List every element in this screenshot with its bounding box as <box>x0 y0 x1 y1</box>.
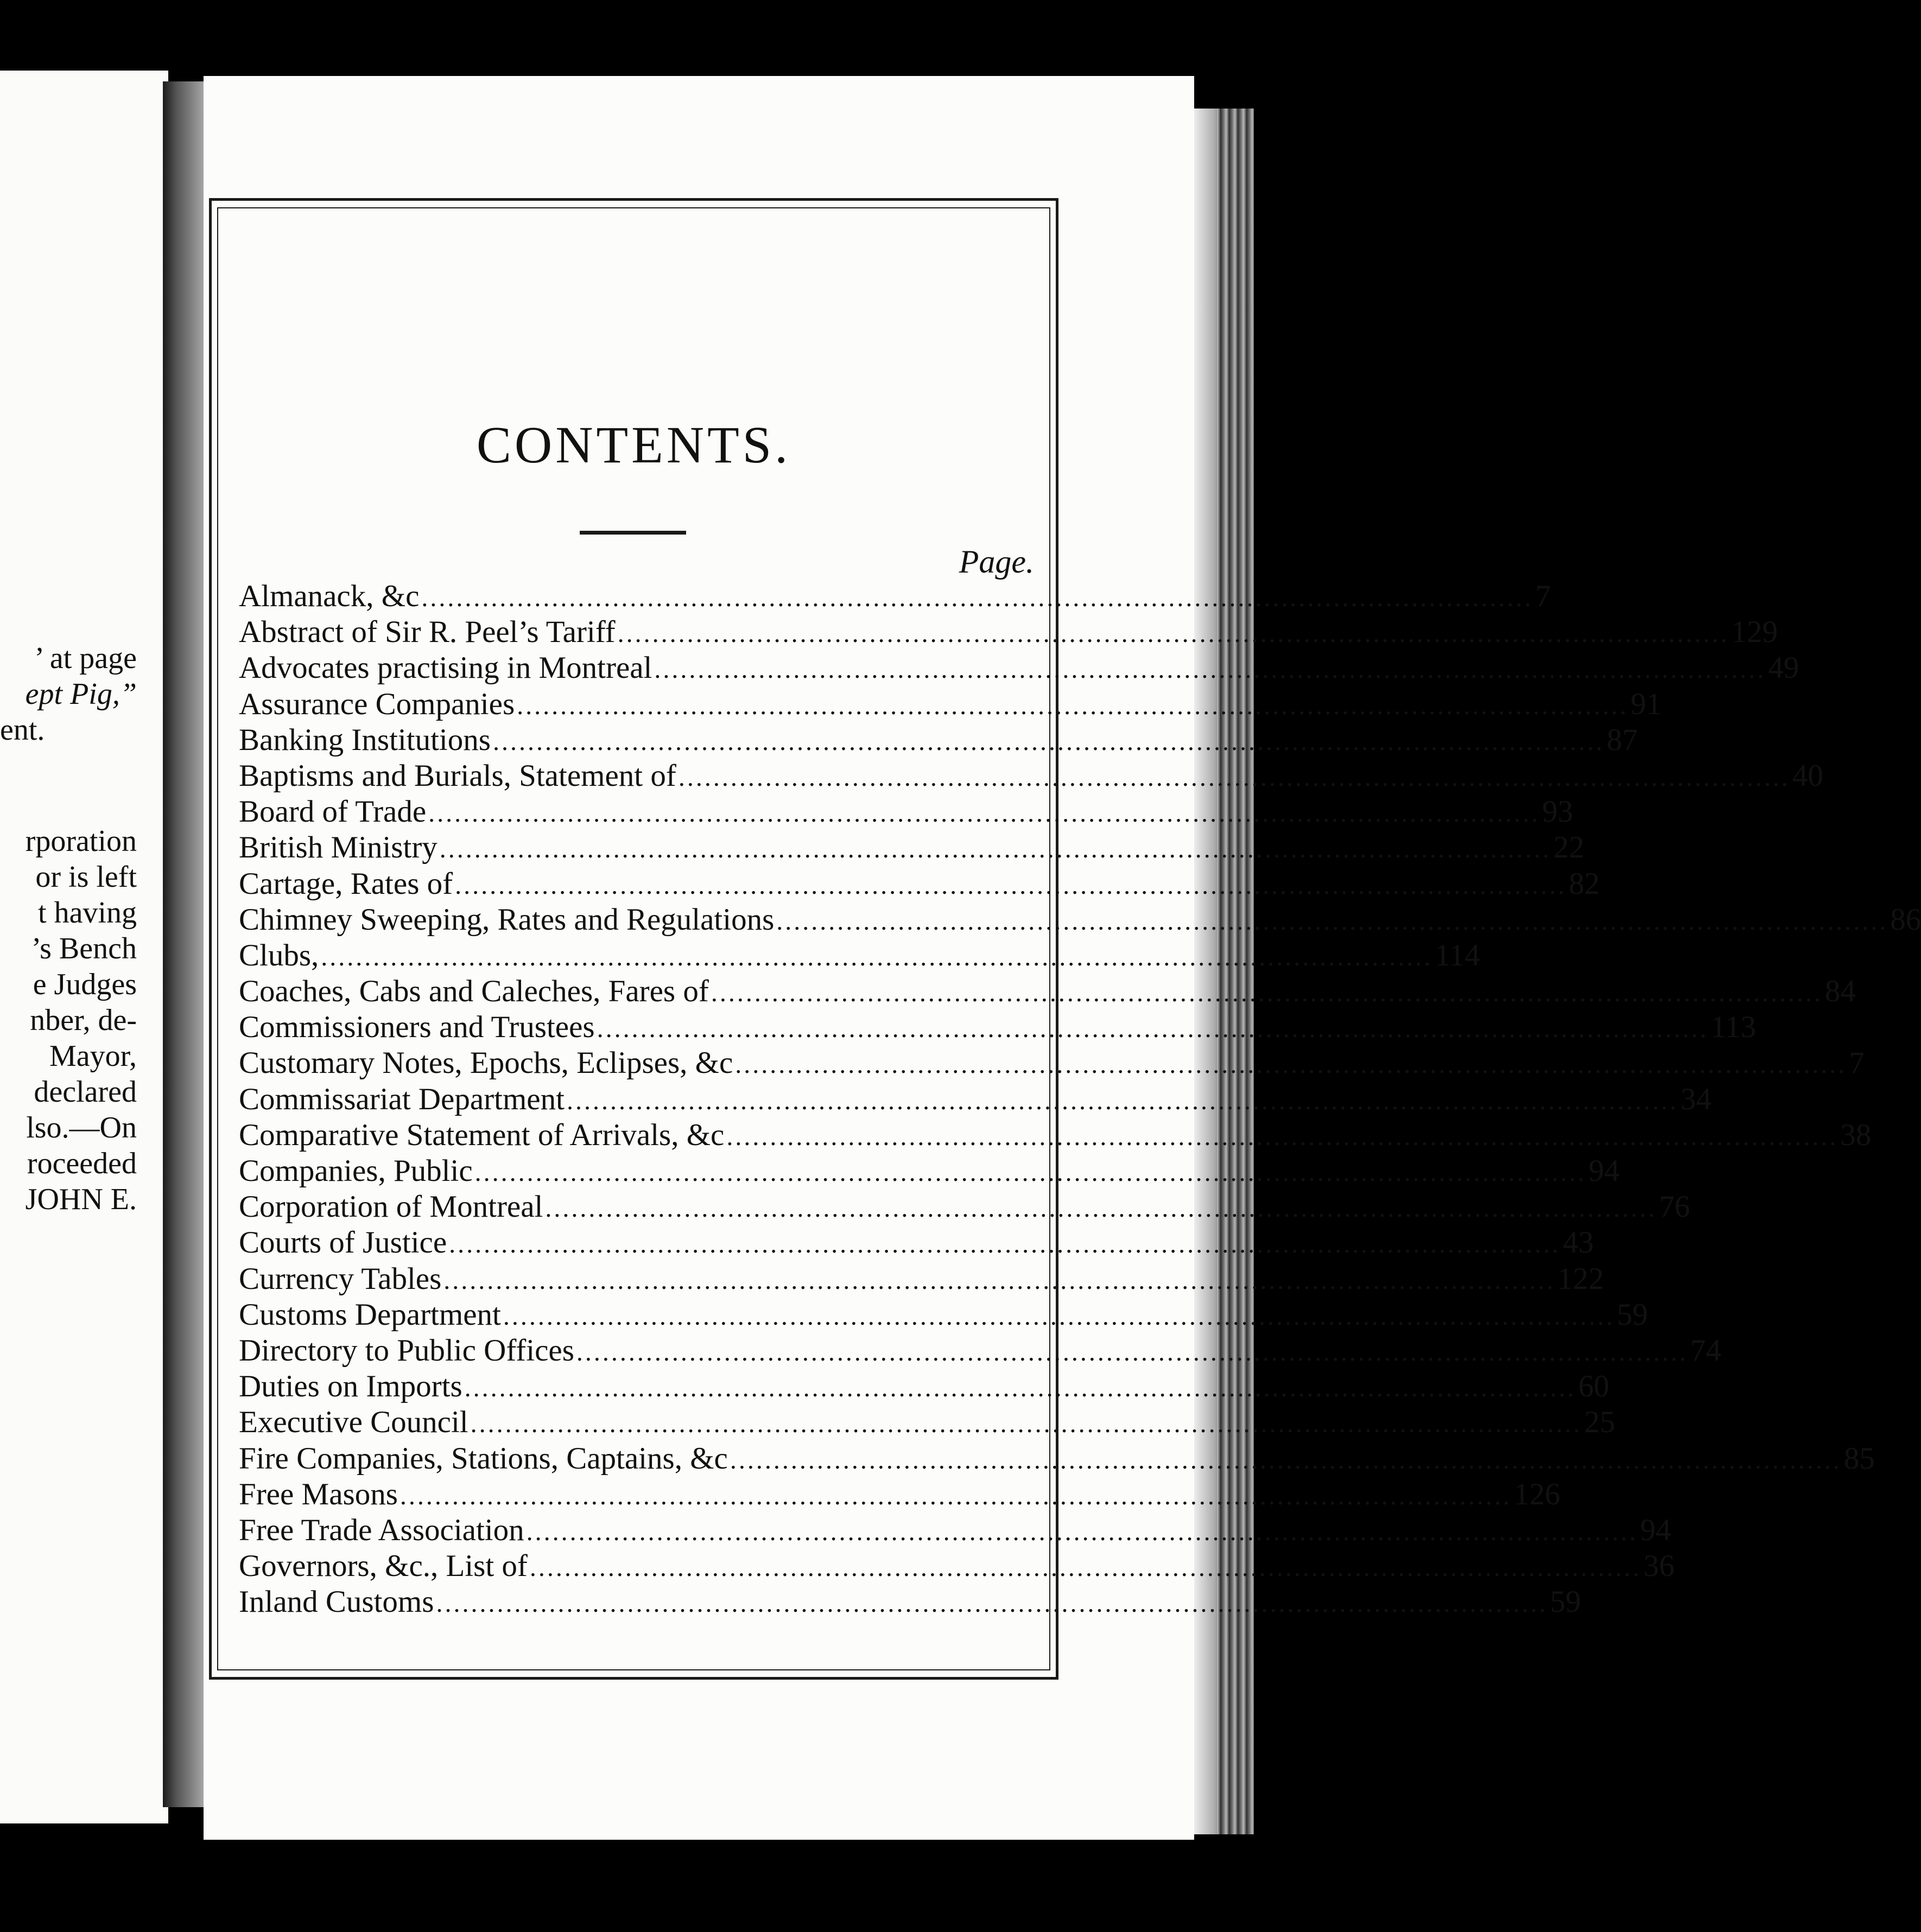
entry-title: Customs Department <box>239 1297 501 1332</box>
entry-page-number: 126 <box>1513 1477 1561 1511</box>
entry-page-number: 36 <box>1643 1549 1675 1584</box>
contents-entry <box>239 1584 1581 1620</box>
entry-page-number: 114 <box>1435 938 1480 973</box>
entry-title: Directory to Public Offices <box>239 1333 574 1368</box>
entry-title: Corporation of Montreal <box>239 1190 543 1224</box>
dot-leader: ................................................................................................................................ <box>654 655 1766 684</box>
entry-title: Duties on Imports <box>239 1369 462 1404</box>
entry-title: Board of Trade <box>239 795 427 829</box>
entry-title: Cartage, Rates of <box>239 866 453 901</box>
contents-entry <box>239 1153 1620 1189</box>
left-page-text-line: lso.—On <box>26 1111 137 1145</box>
entry-title: Almanack, &c <box>239 579 420 613</box>
contents-entry <box>239 830 1584 866</box>
contents-entry <box>239 579 1551 614</box>
contents-entry <box>239 1333 1721 1369</box>
entry-page-number: 94 <box>1588 1154 1620 1188</box>
entry-page-number: 84 <box>1824 974 1856 1009</box>
left-page-text-line: or is left <box>35 860 137 894</box>
dot-leader: ................................................................................................................................ <box>726 1122 1838 1151</box>
dot-leader: ................................................................................................................................ <box>576 1337 1688 1367</box>
dot-leader: ................................................................................................................................ <box>443 1266 1556 1295</box>
entry-title: Commissioners and Trustees <box>239 1010 595 1045</box>
left-page-text-line: declared <box>34 1075 137 1109</box>
entry-title: Assurance Companies <box>239 687 515 721</box>
entry-title: Courts of Justice <box>239 1225 447 1260</box>
contents-entry <box>239 1441 1875 1477</box>
dot-leader: ................................................................................................................................ <box>449 1230 1561 1259</box>
left-page-text-line: ’s Bench <box>31 932 137 965</box>
entry-page-number: 93 <box>1542 795 1574 829</box>
contents-entry <box>239 1225 1594 1261</box>
contents-entry <box>239 1117 1872 1153</box>
entry-title: Chimney Sweeping, Rates and Regulations <box>239 902 775 937</box>
entry-page-number: 94 <box>1640 1512 1671 1547</box>
dot-leader: ................................................................................................................................ <box>400 1481 1512 1510</box>
entry-page-number: 76 <box>1659 1190 1690 1224</box>
dot-leader: ................................................................................................................................ <box>436 1589 1548 1618</box>
contents-entry <box>239 1082 1711 1117</box>
dot-leader: ................................................................................................................................ <box>503 1301 1615 1331</box>
contents-entry <box>239 687 1662 722</box>
entry-page-number: 7 <box>1849 1046 1865 1081</box>
entry-title: Customary Notes, Epochs, Eclipses, &c <box>239 1046 733 1081</box>
dot-leader: ................................................................................................................................ <box>455 870 1567 900</box>
entry-title: Inland Customs <box>239 1585 434 1619</box>
entry-title: Comparative Statement of Arrivals, &c <box>239 1117 725 1152</box>
entry-page-number: 49 <box>1768 651 1799 685</box>
entry-title: Commissariat Department <box>239 1082 565 1116</box>
left-page-text-line: nber, de- <box>30 1003 137 1037</box>
entry-title: Baptisms and Burials, Statement of <box>239 758 676 793</box>
contents-entry <box>239 1045 1865 1081</box>
entry-page-number: 91 <box>1631 687 1662 721</box>
entry-page-number: 85 <box>1843 1441 1875 1476</box>
left-page-text-line: ent. <box>0 713 45 747</box>
entry-title: Free Trade Association <box>239 1512 524 1547</box>
entry-title: Clubs, <box>239 938 319 973</box>
entry-page-number: 86 <box>1890 902 1921 937</box>
entry-title: Governors, &c., List of <box>239 1549 528 1584</box>
dot-leader: ................................................................................................................................ <box>321 942 1433 971</box>
contents-entry <box>239 974 1856 1009</box>
contents-list <box>239 579 1921 1620</box>
dot-leader: ................................................................................................................................ <box>428 799 1540 828</box>
entry-title: Executive Council <box>239 1405 468 1440</box>
contents-entry <box>239 1297 1648 1333</box>
entry-page-number: 87 <box>1606 722 1638 757</box>
entry-title: Free Masons <box>239 1477 398 1511</box>
dot-leader: ................................................................................................................................ <box>464 1374 1576 1403</box>
dot-leader: ................................................................................................................................ <box>439 835 1551 864</box>
entry-page-number: 40 <box>1792 758 1823 793</box>
entry-page-number: 22 <box>1553 830 1584 865</box>
dot-leader: ................................................................................................................................ <box>470 1409 1582 1439</box>
dot-leader: ................................................................................................................................ <box>711 978 1823 1008</box>
entry-page-number: 129 <box>1731 615 1778 650</box>
entry-page-number: 7 <box>1535 579 1551 613</box>
contents-entry <box>239 1261 1604 1297</box>
entry-title: Companies, Public <box>239 1154 473 1188</box>
entry-title: British Ministry <box>239 830 438 865</box>
page-column-heading: Page. <box>959 544 1034 580</box>
entry-title: Banking Institutions <box>239 722 491 757</box>
contents-entry <box>239 938 1480 974</box>
dot-leader: ................................................................................................................................ <box>730 1445 1842 1475</box>
contents-entry <box>239 1009 1756 1045</box>
contents-entry <box>239 1548 1675 1584</box>
entry-title: Fire Companies, Stations, Captains, &c <box>239 1441 728 1476</box>
entry-page-number: 82 <box>1569 866 1600 901</box>
contents-entry <box>239 758 1823 794</box>
dot-leader: ................................................................................................................................ <box>474 1158 1587 1187</box>
dot-leader: ................................................................................................................................ <box>526 1517 1638 1546</box>
contents-entry <box>239 722 1638 758</box>
entry-page-number: 38 <box>1840 1117 1872 1152</box>
entry-page-number: 113 <box>1710 1010 1756 1045</box>
entry-page-number: 122 <box>1557 1261 1604 1296</box>
contents-entry <box>239 1404 1615 1440</box>
contents-entry <box>239 1369 1609 1404</box>
left-page-text-line: ept Pig,” <box>25 677 137 711</box>
contents-entry <box>239 1477 1561 1512</box>
dot-leader: ................................................................................................................................ <box>545 1194 1657 1223</box>
left-page <box>0 71 168 1823</box>
entry-page-number: 59 <box>1550 1585 1581 1619</box>
dot-leader: ................................................................................................................................ <box>776 906 1888 936</box>
dot-leader: ................................................................................................................................ <box>492 727 1605 756</box>
contents-entry <box>239 1512 1671 1548</box>
dot-leader: ................................................................................................................................ <box>517 691 1629 720</box>
dot-leader: ................................................................................................................................ <box>529 1553 1641 1583</box>
contents-entry <box>239 614 1778 650</box>
left-page-text-line: roceeded <box>27 1147 137 1180</box>
title-rule <box>580 531 686 535</box>
left-page-text-line: ’ at page <box>34 641 137 675</box>
contents-entry <box>239 902 1921 938</box>
entry-page-number: 74 <box>1690 1333 1721 1368</box>
entry-title: Currency Tables <box>239 1261 442 1296</box>
entry-page-number: 34 <box>1680 1082 1711 1116</box>
entry-title: Coaches, Cabs and Caleches, Fares of <box>239 974 709 1009</box>
dot-leader: ................................................................................................................................ <box>735 1050 1847 1079</box>
left-page-text-line: JOHN E. <box>25 1183 137 1216</box>
contents-entry <box>239 1189 1690 1225</box>
dot-leader: ................................................................................................................................ <box>617 619 1729 649</box>
contents-entry <box>239 794 1574 830</box>
entry-title: Advocates practising in Montreal <box>239 651 652 685</box>
contents-entry <box>239 866 1600 902</box>
left-page-text-line: e Judges <box>33 968 137 1001</box>
entry-page-number: 43 <box>1563 1225 1594 1260</box>
dot-leader: ................................................................................................................................ <box>421 583 1533 612</box>
entry-title: Abstract of Sir R. Peel’s Tariff <box>239 615 616 650</box>
left-page-text-line: rporation <box>25 824 137 858</box>
contents-entry <box>239 650 1799 686</box>
dot-leader: ................................................................................................................................ <box>566 1086 1678 1115</box>
entry-page-number: 60 <box>1578 1369 1609 1404</box>
left-page-text-line: Mayor, <box>49 1039 137 1073</box>
dot-leader: ................................................................................................................................ <box>678 762 1790 792</box>
page-title: CONTENTS. <box>476 416 791 474</box>
left-page-text-line: t having <box>38 896 137 930</box>
entry-page-number: 25 <box>1584 1405 1615 1440</box>
entry-page-number: 59 <box>1616 1297 1648 1332</box>
dot-leader: ................................................................................................................................ <box>597 1014 1709 1044</box>
